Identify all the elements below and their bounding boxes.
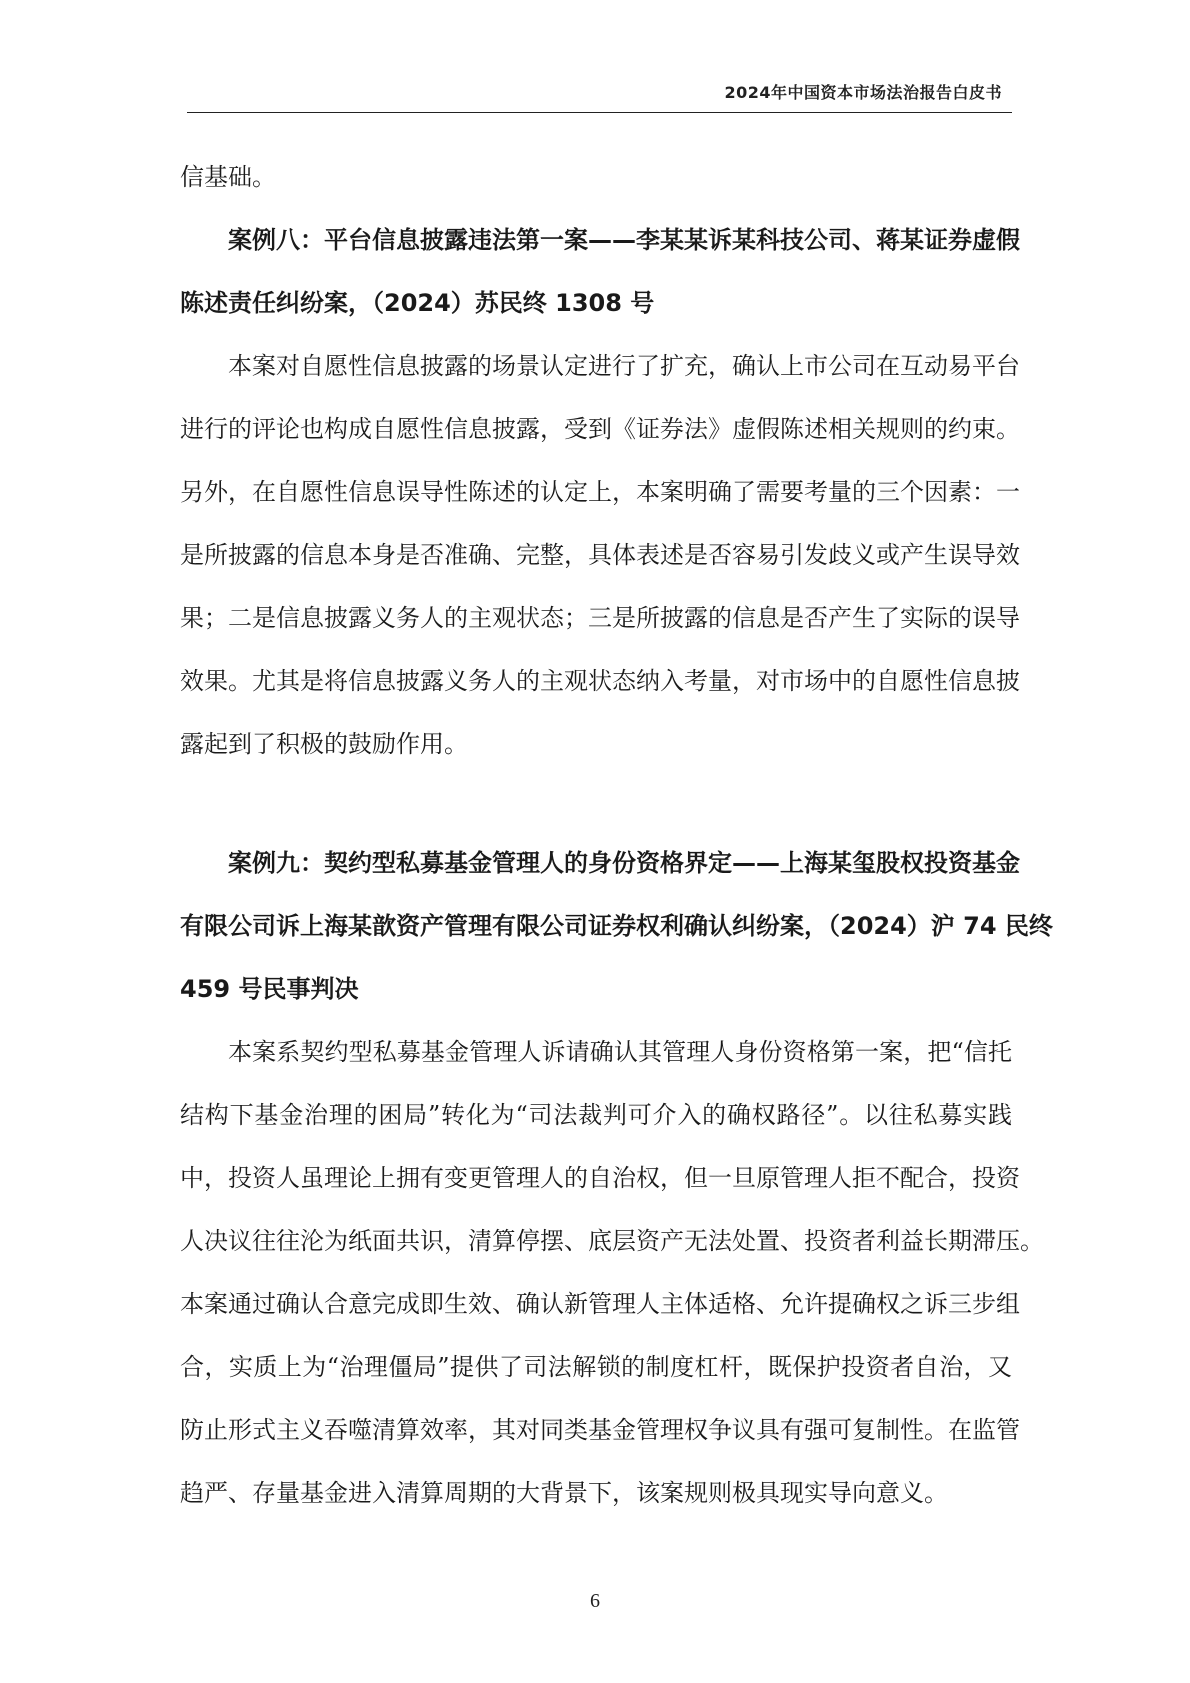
case9-line-8: 趋严、存量基金进入清算周期的大背景下，该案规则极具现实导向意义。 xyxy=(180,1479,948,1507)
case8-line-6: 效果。尤其是将信息披露义务人的主观状态纳入考量，对市场中的自愿性信息披 xyxy=(180,667,1020,695)
case9-line-4: 人决议往往沦为纸面共识，清算停摆、底层资产无法处置、投资者利益长期滞压。 xyxy=(180,1227,1044,1255)
case9-line-6: 合，实质上为“治理僵局”提供了司法解锁的制度杠杆，既保护投资者自治，又 xyxy=(180,1353,1012,1381)
case8-line-4: 是所披露的信息本身是否准确、完整，具体表述是否容易引发歧义或产生误导效 xyxy=(180,541,1020,569)
case9-line-3: 中，投资人虽理论上拥有变更管理人的自治权，但一旦原管理人拒不配合，投资 xyxy=(180,1164,1020,1192)
case8-paragraph xyxy=(180,335,1020,776)
case8-line-3: 另外，在自愿性信息误导性陈述的认定上，本案明确了需要考量的三个因素：一 xyxy=(180,478,1020,506)
intro-line: 信基础。 xyxy=(180,163,276,191)
case8-heading-line-2: 陈述责任纠纷案，（2024）苏民终 1308 号 xyxy=(180,289,655,317)
case9-heading-line-1: 案例九：契约型私募基金管理人的身份资格界定——上海某玺股权投资基金 xyxy=(228,849,1020,877)
case9-line-7: 防止形式主义吞噬清算效率，其对同类基金管理权争议具有强可复制性。在监管 xyxy=(180,1416,1020,1444)
case9-heading xyxy=(180,832,1053,1021)
case8-line-7: 露起到了积极的鼓励作用。 xyxy=(180,730,468,758)
case9-heading-line-3: 459 号民事判决 xyxy=(180,975,359,1003)
case9-line-2: 结构下基金治理的困局”转化为“司法裁判可介入的确权路径”。以往私募实践 xyxy=(180,1101,1012,1129)
case9-line-5: 本案通过确认合意完成即生效、确认新管理人主体适格、允许提确权之诉三步组 xyxy=(180,1290,1020,1318)
case8-heading xyxy=(180,209,1020,335)
case8-line-5: 果；二是信息披露义务人的主观状态；三是所披露的信息是否产生了实际的误导 xyxy=(180,604,1020,632)
case9-line-1: 本案系契约型私募基金管理人诉请确认其管理人身份资格第一案，把“信托 xyxy=(228,1038,1012,1066)
case8-heading-line-1: 案例八：平台信息披露违法第一案——李某某诉某科技公司、蒋某证券虚假 xyxy=(228,226,1020,254)
case8-line-2: 进行的评论也构成自愿性信息披露，受到《证券法》虚假陈述相关规则的约束。 xyxy=(180,415,1020,443)
page-number: 6 xyxy=(590,1590,600,1612)
case9-heading-line-2: 有限公司诉上海某歆资产管理有限公司证券权利确认纠纷案，（2024）沪 74 民终 xyxy=(180,912,1053,940)
header-title: 2024年中国资本市场法治报告白皮书 xyxy=(724,83,1002,102)
case9-paragraph xyxy=(180,1021,1044,1525)
section-spacer xyxy=(180,776,1012,832)
document-body xyxy=(180,146,1053,1525)
case8-line-1: 本案对自愿性信息披露的场景认定进行了扩充，确认上市公司在互动易平台 xyxy=(228,352,1020,380)
page-header xyxy=(187,72,1012,113)
